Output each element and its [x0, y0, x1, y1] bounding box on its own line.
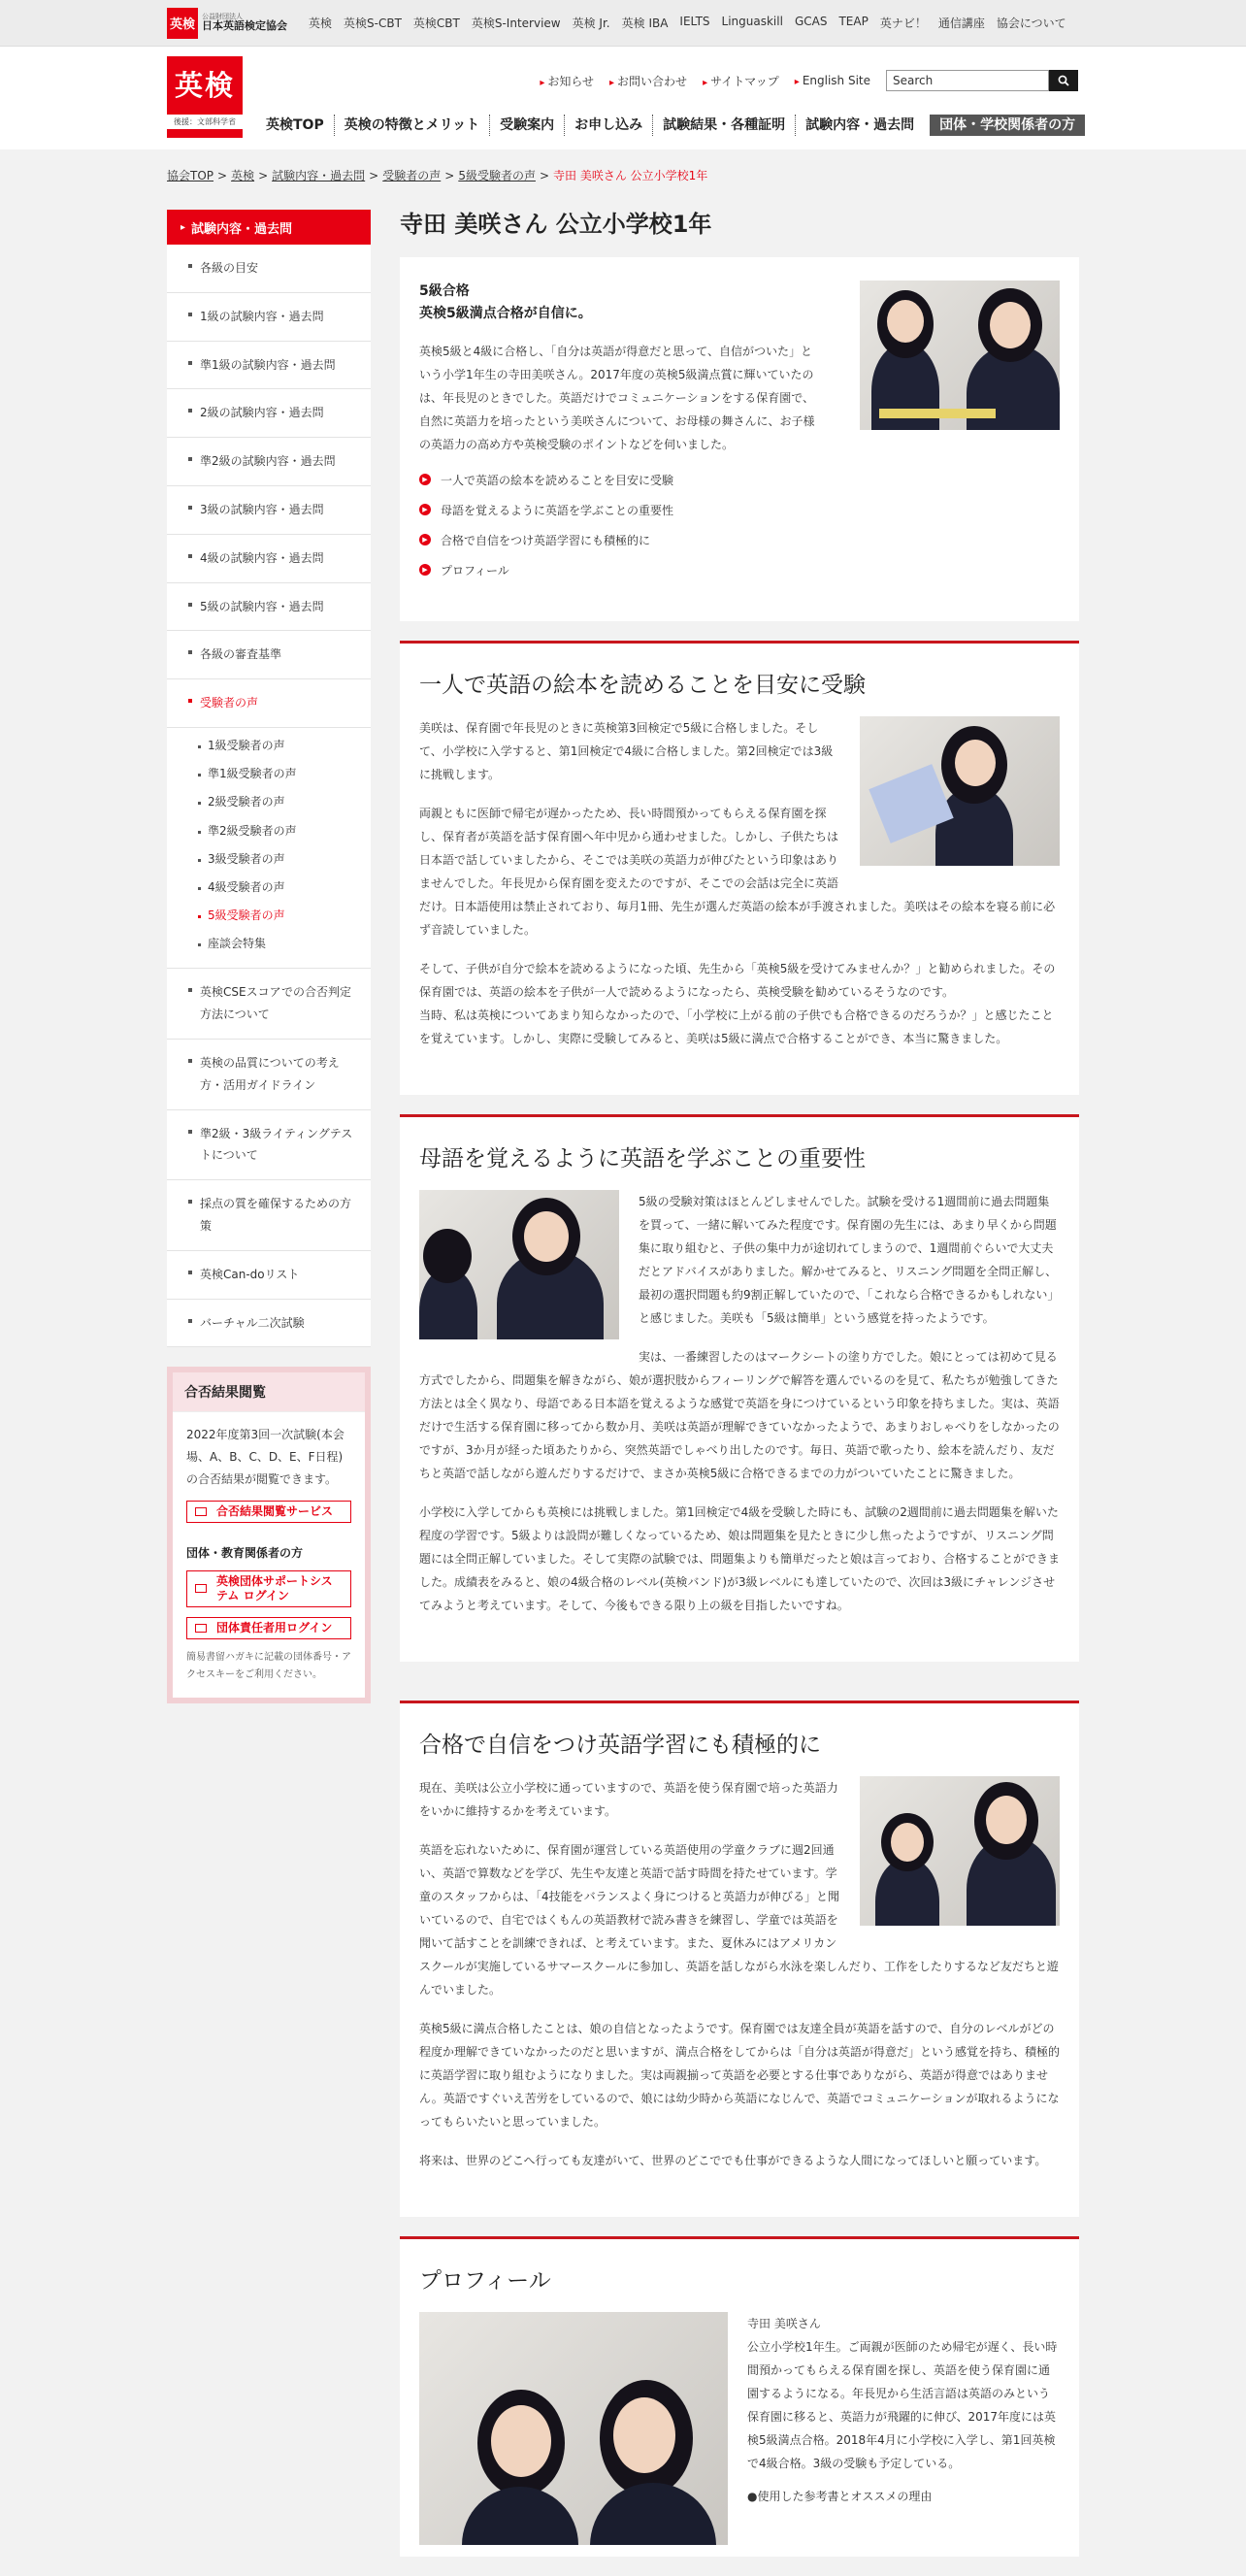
sidebar-item[interactable]: 1級の試験内容・過去問: [167, 293, 371, 342]
results-title: 合否結果閲覧: [173, 1372, 365, 1412]
sidebar-item[interactable]: 各級の目安: [167, 245, 371, 293]
sidebar-item[interactable]: 3級の試験内容・過去問: [167, 486, 371, 535]
section-3-p3: 英検5級に満点合格したことは、娘の自信となったようです。保育園では友達全員が英語を話すので、自分のレベルがどの程度か理解できていなかったのだと思いますが、満点合格をしてからは「自分は英語が得意だ」という感覚を持ち、積極的に英語学習に取り組むようになりました。実は両親揃って英語を必要とする仕事でありながら、英語が得意ではありません。英語ですぐいえ苦労をしているので、娘には幼少時から英語になじんで、英語でコミュニケーションが取れるようになってもらいたいと思っていました。: [419, 2021, 1061, 2129]
sidebar-item[interactable]: 英検Can-doリスト: [167, 1251, 371, 1300]
intro-photo: [860, 281, 1060, 430]
crumb-voices[interactable]: 受験者の声: [382, 169, 442, 182]
support-system-login-button[interactable]: [186, 1570, 351, 1607]
section-3-p2: 英語を忘れないために、保育園が運営している英語使用の学童クラブに週2回通い、英語で算数などを学び、先生や友達と英語で話す時間を持たせています。学童のスタッフからは、「4技能をバランスよく身につけると英語力が伸びる」と聞いているので、自宅ではくもんの英語教材で読み書きを練習し、学童では英語を聞いて話すことを訓練できれば、と考えています。また、夏休みにはアメリカンスクールが実施しているサマースクールに参加し、英語を話しながら水泳を楽しんだり、工作をしたりするなど友だちと遊んでいました。: [419, 1842, 1059, 1997]
intro-grade: 5級合格: [419, 283, 470, 300]
contact-link[interactable]: ▸ お問い合わせ: [609, 73, 687, 89]
results-box: [167, 1367, 371, 1702]
section-1-p4: 当時、私は英検についてあまり知らなかったので、「小学校に上がる前の子供でも合格できるのだろうか？」と感じたことを覚えています。しかし、実際に受験してみると、美咲は5級に満点で合格することができ、本当に驚きました。: [419, 1007, 1054, 1045]
profile-title: プロフィール: [419, 2267, 551, 2294]
nav-top[interactable]: 英検TOP: [266, 117, 324, 133]
arrow-right-icon: ▶: [419, 564, 431, 576]
util-link[interactable]: IELTS: [679, 15, 710, 28]
section-1: [400, 641, 1079, 1095]
news-link[interactable]: ▸ お知らせ: [540, 73, 594, 89]
util-link[interactable]: 英検CBT: [412, 17, 460, 30]
section-2: [400, 1114, 1079, 1662]
toc-item[interactable]: [419, 532, 1060, 548]
admin-login-label: 団体責任者用ログイン: [216, 1620, 333, 1635]
breadcrumb: 協会TOP > 英検 > 試験内容・過去問 > 受験者の声 > 5級受験者の声 > 寺田 美咲さん 公立小学校1年: [167, 169, 708, 182]
profile-text: 公立小学校1年生。ご両親が医師のため帰宅が遅く、長い時間預かってもらえる保育園を探し、英語を使う保育園に通園するようになる。年長児から生活言語は英語のみという保育園に移ると、英語力が飛躍的に伸び、2017年度には英検5級満点合格。2018年4月に小学校に入学し、第1回英検で4級合格。3級の受験も予定している。: [747, 2339, 1058, 2470]
section-1-p2: 両親ともに医師で帰宅が遅かったため、長い時間預かってもらえる保育園を探し、保育者が英語を話す保育園へ年中児から通わせました。しかし、子供たちは日本語で話していましたから、そこでは美咲の英語力が伸びたという印象はありませんでした。年長児から保育園を変えたのですが、そこでの会話は完全に英語だけ。日本語使用は禁止されており、毎月1冊、先生が選んだ英語の絵本が手渡されました。美咲はその絵本を寝る前に必ず音読していました。: [419, 806, 1056, 937]
support-system-label: 英検団体サポートシステム ログイン: [216, 1573, 333, 1602]
sidebar-sub-item[interactable]: 1級受験者の声: [167, 732, 371, 760]
window-icon: [195, 1507, 207, 1516]
window-icon: [195, 1584, 207, 1593]
sidebar-sub-list: [167, 728, 371, 970]
sidebar-head[interactable]: ▸ 試験内容・過去問: [167, 210, 371, 245]
org-mark: 英検: [167, 8, 198, 39]
sidebar-sub-item[interactable]: 準2級受験者の声: [167, 817, 371, 845]
results-service-button[interactable]: [186, 1501, 351, 1523]
section-1-photo: [860, 716, 1060, 866]
util-link[interactable]: TEAP: [838, 15, 869, 28]
util-link[interactable]: 英検 IBA: [621, 17, 669, 30]
profile-section: [400, 2236, 1079, 2557]
sidebar-sub-item[interactable]: 座談会特集: [167, 930, 371, 958]
crumb-home[interactable]: 協会TOP: [167, 169, 214, 182]
arrow-right-icon: ▶: [419, 534, 431, 545]
header-top-row: [540, 70, 1078, 91]
profile-ref: ●使用した参考書とオススメの理由: [747, 2489, 933, 2503]
sidebar-item[interactable]: 2級の試験内容・過去問: [167, 389, 371, 438]
toc-label: プロフィール: [441, 563, 509, 578]
logo-main: 英検: [174, 69, 235, 102]
util-link[interactable]: 英検S-Interview: [471, 17, 561, 30]
intro-catch: 英検5級満点合格が自信に。: [419, 305, 592, 321]
sidebar-item[interactable]: 5級の試験内容・過去問: [167, 583, 371, 632]
section-3-title: 合格で自信をつけ英語学習にも積極的に: [419, 1732, 821, 1758]
crumb-grade5[interactable]: 5級受験者の声: [458, 169, 536, 182]
crumb-eiken[interactable]: 英検: [231, 169, 255, 182]
util-link[interactable]: 英検S-CBT: [344, 17, 402, 30]
sidebar-sub-item[interactable]: 2級受験者の声: [167, 788, 371, 816]
arrow-right-icon: ▶: [419, 504, 431, 515]
section-2-p1: 5級の受験対策はほとんどしませんでした。試験を受ける1週間前に過去問題集を買って、一緒に解いてみた程度です。保育園の先生には、あまり早くから問題集に取り組むと、子供の集中力が途切れてしまうので、1週間前ぐらいで大丈夫だとアドバイスがありました。解かせてみると、リスニング問題を全問正解し、最初の選択問題も約9割正解していたので、「これなら合格できるかもしれない」と感じました。美咲も「5級は簡単」という感覚を持ったようです。: [639, 1194, 1060, 1325]
results-note: 簡易書留ハガキに記載の団体番号・アクセスキーをご利用ください。: [186, 1651, 351, 1680]
sidebar: [167, 210, 371, 1703]
toc: [419, 472, 1060, 578]
sitemap-link[interactable]: ▸ サイトマップ: [703, 73, 779, 89]
results-text: 2022年度第3回一次試験(本会場、A、B、C、D、E、F日程)の合否結果が閲覧できます。: [186, 1428, 344, 1487]
page-title: 寺田 美咲さん 公立小学校1年: [400, 211, 712, 238]
util-link[interactable]: 英検: [309, 17, 333, 30]
search-button[interactable]: [1049, 70, 1078, 91]
site-header: [0, 47, 1246, 149]
sidebar-item[interactable]: 4級の試験内容・過去問: [167, 535, 371, 583]
toc-item[interactable]: [419, 472, 1060, 488]
crumb-content[interactable]: 試験内容・過去問: [272, 169, 366, 182]
sidebar-sub-item-grade5[interactable]: 5級受験者の声: [167, 902, 371, 930]
nav-apply[interactable]: お申し込み: [564, 115, 652, 136]
intro-text: 英検5級と4級に合格し、「自分は英語が得意だと思って、自信がついた」という小学1年生の寺田美咲さん。2017年度の英検5級満点賞に輝いていたのは、年長児のときでした。英語だけでコミュニケーションをする保育園で、自然に英語力を培ったという美咲さんについて、お母様の舞さんに、お子様の英語力の高め方や英検受験のポイントなどを伺いました。: [419, 344, 815, 451]
section-3-p4: 将来は、世界のどこへ行っても友達がいて、世界のどこででも仕事ができるような人間になってほしいと願っています。: [419, 2153, 1047, 2167]
nav-organizations[interactable]: 団体・学校関係者の方: [930, 115, 1085, 136]
sidebar-item[interactable]: 採点の質を確保するための方策: [167, 1180, 371, 1251]
sidebar-item[interactable]: バーチャル二次試験: [167, 1300, 371, 1348]
sidebar-sub-item[interactable]: 準1級受験者の声: [167, 760, 371, 788]
sidebar-item[interactable]: 準1級の試験内容・過去問: [167, 342, 371, 390]
section-3-p1: 現在、美咲は公立小学校に通っていますので、英語を使う保育園で培った英語力をいかに維持するかを考えています。: [419, 1780, 838, 1818]
nav-features[interactable]: 英検の特徴とメリット: [334, 115, 489, 136]
section-2-title: 母語を覚えるように英語を学ぶことの重要性: [419, 1145, 866, 1172]
main-nav: [264, 115, 1085, 136]
org-logo[interactable]: [167, 8, 287, 39]
toc-item[interactable]: [419, 562, 1060, 578]
search-input[interactable]: [886, 70, 1049, 91]
toc-label: 合格で自信をつけ英語学習にも積極的に: [441, 533, 651, 547]
profile-photo: [419, 2312, 728, 2545]
org-label: 団体・教育関係者の方: [186, 1545, 304, 1560]
util-link[interactable]: Linguaskill: [721, 15, 783, 28]
section-2-p2: 実は、一番練習したのはマークシートの塗り方でした。娘にとっては初めて見る方式でしたから、問題集を解きながら、娘が選択肢からフィーリングで解答を選んでいるのを見て、私たちが勉強してきた方法とは全く異なり、母語である日本語を覚えるような感覚で英語を身につけているという印象を持ちました。実は、英語だけで生活する保育園に移ってから数か月、美咲は英語が理解できていなかったようで、あまりおしゃべりをしなかったのですが、3か月が経った頃あたりから、突然英語でしゃべり出したのです。毎日、英語で歌ったり、絵本を読んだり、友だちと英語で話しながら遊んだりするだけで、まさか英検5級に合格できるまでの力がついていたことに驚きました。: [419, 1349, 1060, 1480]
nav-guide[interactable]: 受験案内: [489, 115, 564, 136]
nav-content[interactable]: 試験内容・過去問: [795, 115, 924, 136]
util-link[interactable]: 通信講座: [937, 17, 985, 30]
arrow-right-icon: ▶: [419, 474, 431, 485]
search-form: [886, 70, 1078, 91]
section-1-title: 一人で英語の絵本を読めることを目安に受験: [419, 672, 866, 698]
sidebar-item[interactable]: 準2級・3級ライティングテストについて: [167, 1110, 371, 1181]
toc-label: 一人で英語の絵本を読めることを目安に受験: [441, 473, 674, 487]
util-link[interactable]: 英検 Jr.: [572, 17, 610, 30]
section-1-p1: 美咲は、保育園で年長児のときに英検第3回検定で5級に合格しました。そして、小学校に入学すると、第1回検定で4級に合格しました。第2回検定では3級に挑戦します。: [419, 720, 834, 781]
toc-label: 母語を覚えるように英語を学ぶことの重要性: [441, 503, 674, 517]
nav-results[interactable]: 試験結果・各種証明: [652, 115, 795, 136]
toc-item[interactable]: [419, 502, 1060, 518]
sidebar-item[interactable]: 英検CSEスコアでの合否判定方法について: [167, 969, 371, 1040]
sidebar-sub-item[interactable]: 4級受験者の声: [167, 874, 371, 902]
util-links: [309, 15, 1078, 31]
sidebar-item[interactable]: 準2級の試験内容・過去問: [167, 438, 371, 486]
admin-login-button[interactable]: [186, 1617, 351, 1639]
org-sub: 公益財団法人: [202, 13, 243, 21]
eiken-logo[interactable]: [167, 56, 243, 138]
section-2-photo: [419, 1190, 619, 1339]
english-site-link[interactable]: ▸ English Site: [795, 74, 870, 87]
sidebar-item-voices[interactable]: 受験者の声: [167, 679, 371, 728]
utility-bar: [0, 0, 1246, 47]
section-3: [400, 1701, 1079, 2217]
section-1-p3: そして、子供が自分で絵本を読めるようになった頃、先生から「英検5級を受けてみませんか？」と勧められました。その保育園では、英語の絵本を子供が一人で読めるようになったら、英検受験を勧めているそうなのです。: [419, 961, 1056, 999]
util-link[interactable]: GCAS: [794, 15, 828, 28]
util-link[interactable]: 英ナビ！: [879, 17, 927, 30]
window-icon: [195, 1624, 207, 1633]
results-service-label: 合否結果閲覧サービス: [216, 1503, 334, 1518]
sidebar-sub-item[interactable]: 3級受験者の声: [167, 845, 371, 874]
section-2-p3: 小学校に入学してからも英検には挑戦しました。第1回検定で4級を受験した時にも、試験の2週間前に過去問題集を解いた程度の学習です。5級よりは設問が難しくなっているため、娘は問題集を見たときに少し焦ったようですが、リスニング問題には全問正解していました。そして実際の試験では、問題集よりも簡単だったと娘は言っており、合格することができました。成績表をみると、娘の4級合格のレベル(英検バンド)が3級レベルにも達していたので、次回は3級にチャレンジさせてみようと考えています。そして、今後もできる限り上の級を目指したいですね。: [419, 1504, 1061, 1612]
sidebar-item[interactable]: 各級の審査基準: [167, 631, 371, 679]
util-link[interactable]: 協会について: [996, 17, 1066, 30]
crumb-current: 寺田 美咲さん 公立小学校1年: [553, 169, 708, 182]
profile-name: 寺田 美咲さん: [747, 2316, 821, 2330]
main-content: [400, 210, 1079, 2576]
logo-sub: 後援：文部科学省: [167, 115, 243, 129]
search-icon: [1058, 75, 1069, 86]
intro-card: [400, 257, 1079, 621]
sidebar-item[interactable]: 英検の品質についての考え方・活用ガイドライン: [167, 1040, 371, 1110]
section-3-photo: [860, 1776, 1060, 1926]
org-name: 日本英語検定協会: [202, 19, 287, 33]
